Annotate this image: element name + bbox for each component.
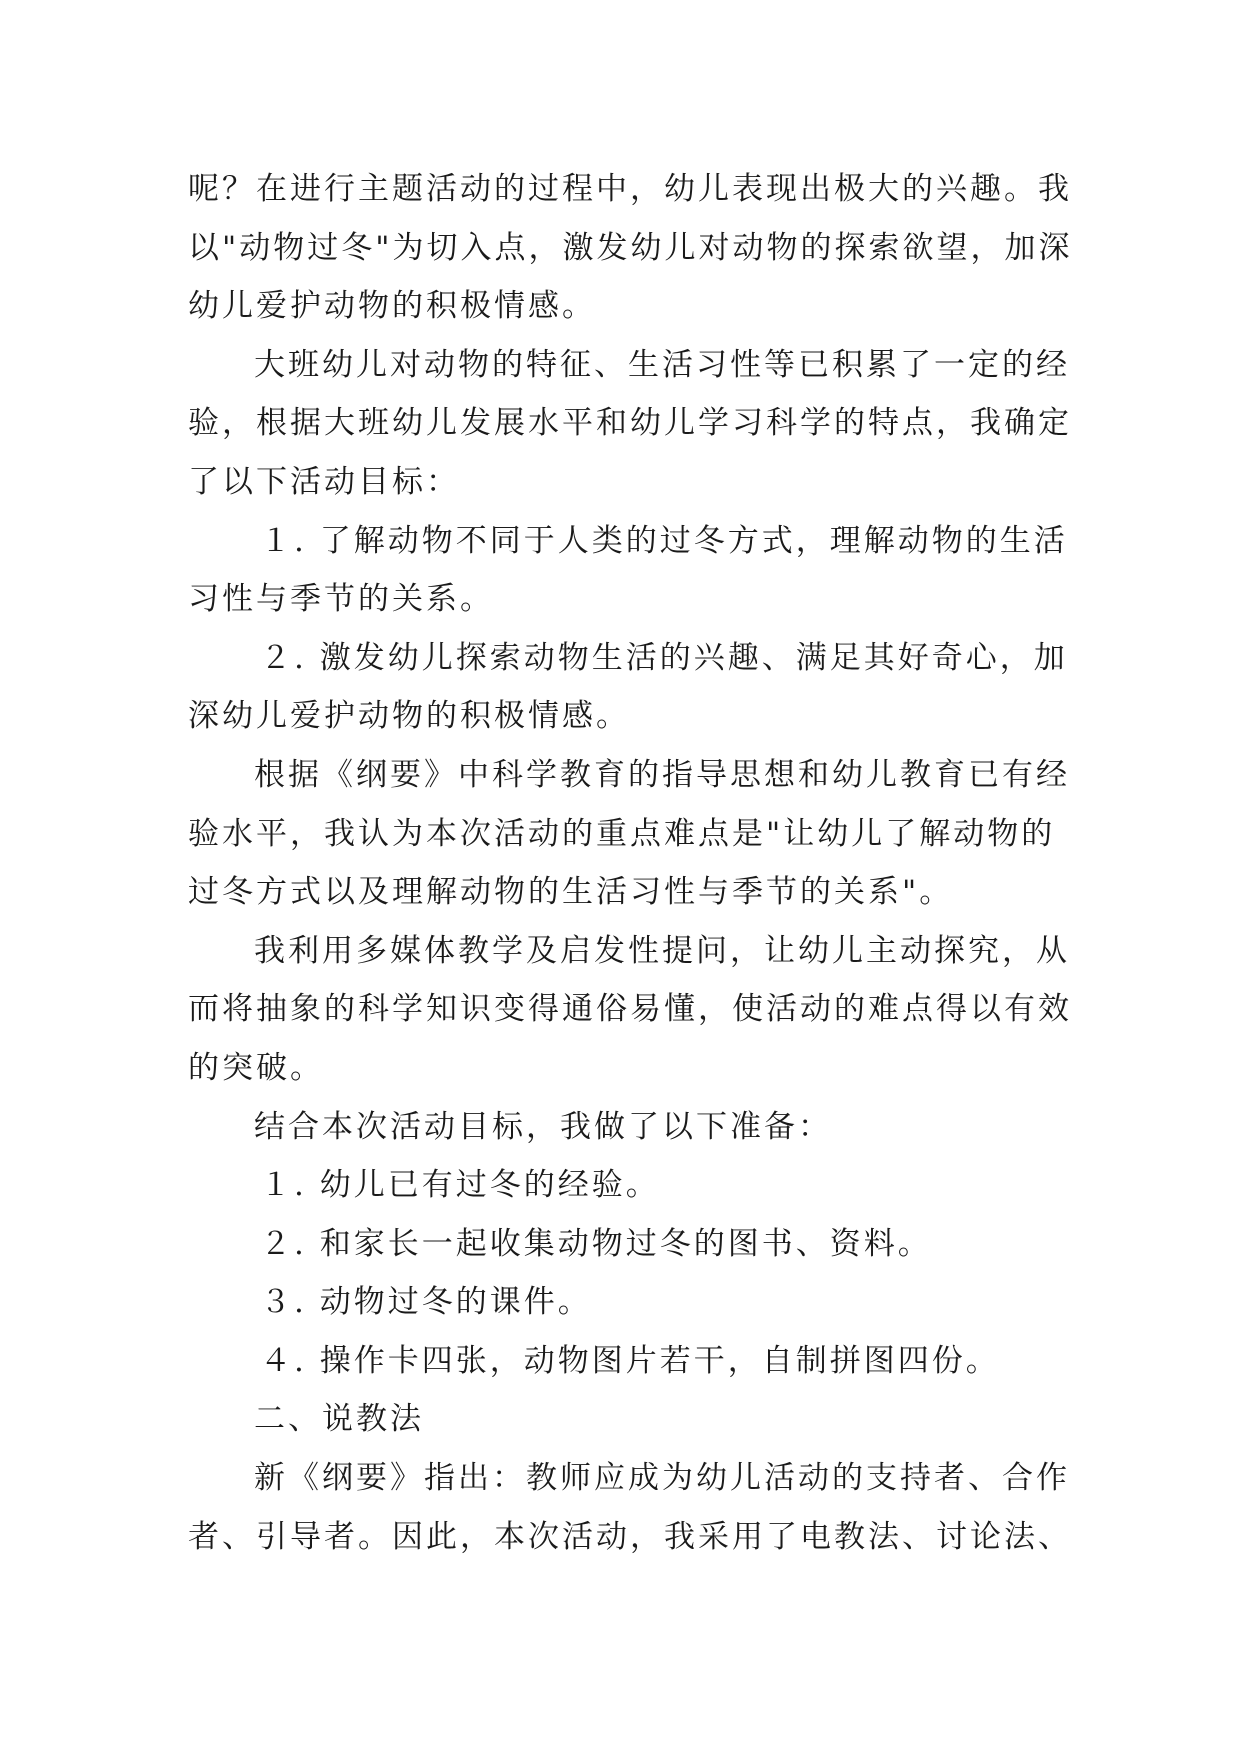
text-line: 以"动物过冬"为切入点，激发幼儿对动物的探索欲望，加深 — [188, 229, 1073, 266]
text-line: 验水平，我认为本次活动的重点难点是"让幼儿了解动物的 — [188, 815, 1056, 852]
paragraph-first-line: 我利用多媒体教学及启发性提问，让幼儿主动探究，从 — [254, 932, 1070, 969]
prep-item-1: １. 幼儿已有过冬的经验。 — [260, 1167, 660, 1204]
text-line: 验，根据大班幼儿发展水平和幼儿学习科学的特点，我确定 — [188, 405, 1072, 442]
text-line: 深幼儿爱护动物的积极情感。 — [188, 698, 630, 735]
goal-item-1: １. 了解动物不同于人类的过冬方式，理解动物的生活 — [260, 522, 1068, 559]
prep-item-4: ４. 操作卡四张，动物图片若干，自制拼图四份。 — [260, 1342, 1000, 1379]
document-body — [188, 160, 1073, 1566]
text-line: 了以下活动目标： — [188, 463, 460, 500]
text-line: 过冬方式以及理解动物的生活习性与季节的关系"。 — [188, 874, 954, 911]
prep-item-2: ２. 和家长一起收集动物过冬的图书、资料。 — [260, 1225, 932, 1262]
text-line: 呢？在进行主题活动的过程中，幼儿表现出极大的兴趣。我 — [188, 171, 1072, 207]
paragraph-first-line: 大班幼儿对动物的特征、生活习性等已积累了一定的经 — [254, 346, 1070, 383]
paragraph-first-line: 根据《纲要》中科学教育的指导思想和幼儿教育已有经 — [254, 756, 1070, 793]
section-heading: 二、说教法 — [254, 1401, 424, 1438]
text-line: 而将抽象的科学知识变得通俗易懂，使活动的难点得以有效 — [188, 991, 1072, 1028]
text-line: 者、引导者。因此，本次活动，我采用了电教法、讨论法、 — [188, 1518, 1072, 1555]
paragraph-first-line: 结合本次活动目标，我做了以下准备： — [254, 1108, 832, 1145]
text-line: 习性与季节的关系。 — [188, 581, 494, 618]
goal-item-2: ２. 激发幼儿探索动物生活的兴趣、满足其好奇心，加 — [260, 639, 1068, 676]
text-line: 幼儿爱护动物的积极情感。 — [188, 288, 596, 325]
text-line: 的突破。 — [188, 1049, 324, 1086]
paragraph-first-line: 新《纲要》指出：教师应成为幼儿活动的支持者、合作 — [254, 1460, 1070, 1497]
prep-item-3: ３. 动物过冬的课件。 — [260, 1284, 592, 1321]
